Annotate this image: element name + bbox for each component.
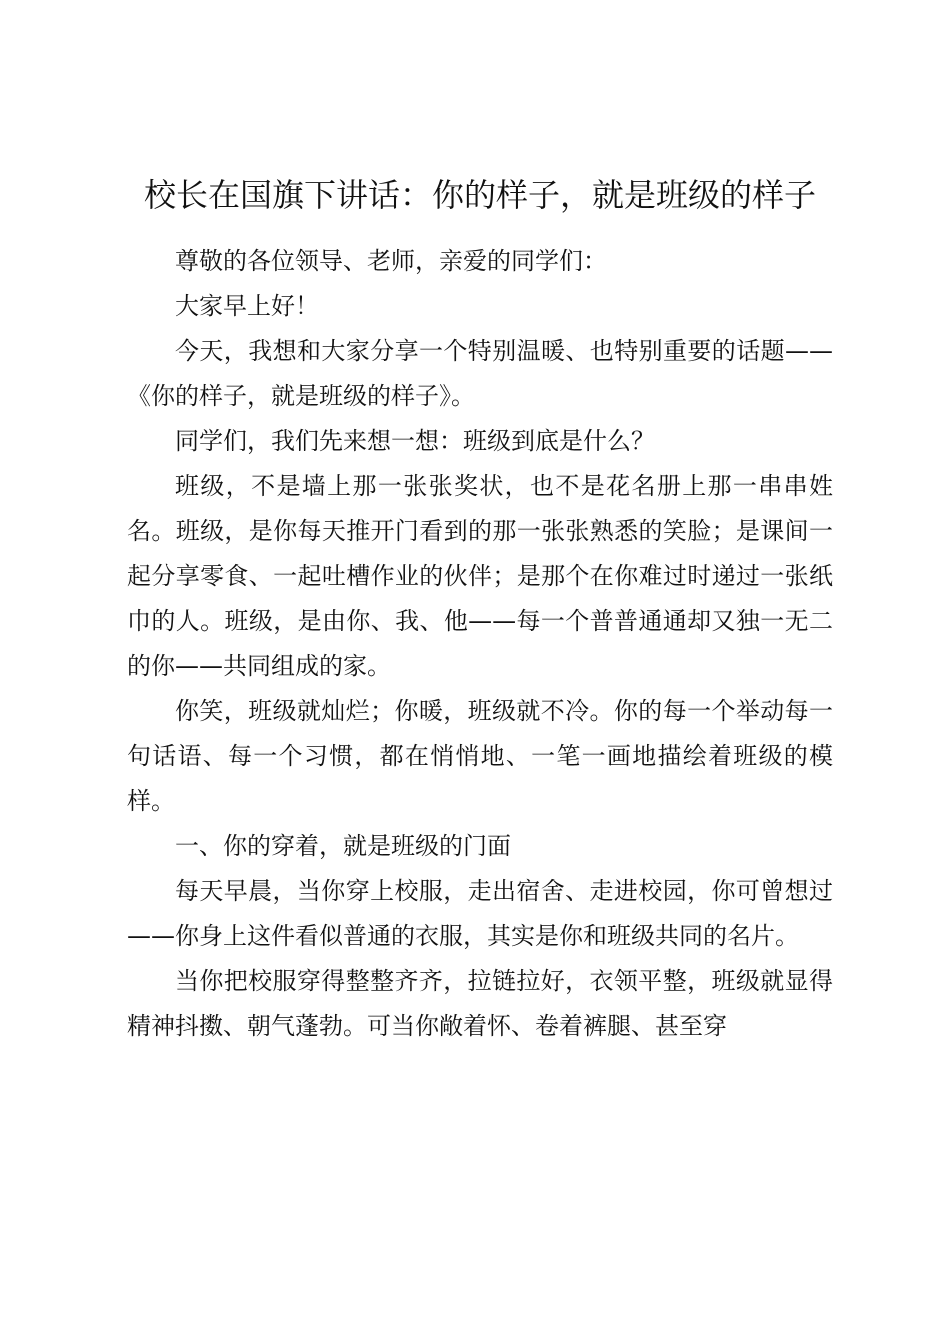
question-paragraph: 同学们，我们先来想一想：班级到底是什么？ bbox=[175, 427, 655, 455]
intro-paragraph: 今天，我想和大家分享一个特别温暖、也特别重要的话题——《你的样子，就是班级的样子》。 bbox=[127, 337, 833, 410]
body-paragraph: 你笑，班级就灿烂；你暖，班级就不冷。你的每一个举动每一句话语、每一个习惯，都在悄悄地、一笔一画地描绘着班级的模样。 bbox=[127, 697, 833, 815]
document-title: 校长在国旗下讲话：你的样子，就是班级的样子 bbox=[143, 176, 816, 214]
section-heading: 一、你的穿着，就是班级的门面 bbox=[175, 832, 511, 860]
section-paragraph: 当你把校服穿得整整齐齐，拉链拉好，衣领平整，班级就显得精神抖擞、朝气蓬勃。可当你敞着怀、卷着裤腿、甚至穿 bbox=[127, 967, 833, 1040]
section-paragraph: 每天早晨，当你穿上校服，走出宿舍、走进校园，你可曾想过——你身上这件看似普通的衣服，其实是你和班级共同的名片。 bbox=[127, 877, 833, 950]
greeting: 大家早上好！ bbox=[175, 292, 319, 320]
document-body bbox=[127, 172, 833, 1049]
body-paragraph: 班级，不是墙上那一张张奖状，也不是花名册上那一串串姓名。班级，是你每天推开门看到的那一张张熟悉的笑脸；是课间一起分享零食、一起吐槽作业的伙伴；是那个在你难过时递过一张纸巾的人。班级，是由你、我、他——每一个普普通通却又独一无二的你——共同组成的家。 bbox=[127, 472, 833, 680]
salutation: 尊敬的各位领导、老师，亲爱的同学们： bbox=[175, 247, 607, 275]
